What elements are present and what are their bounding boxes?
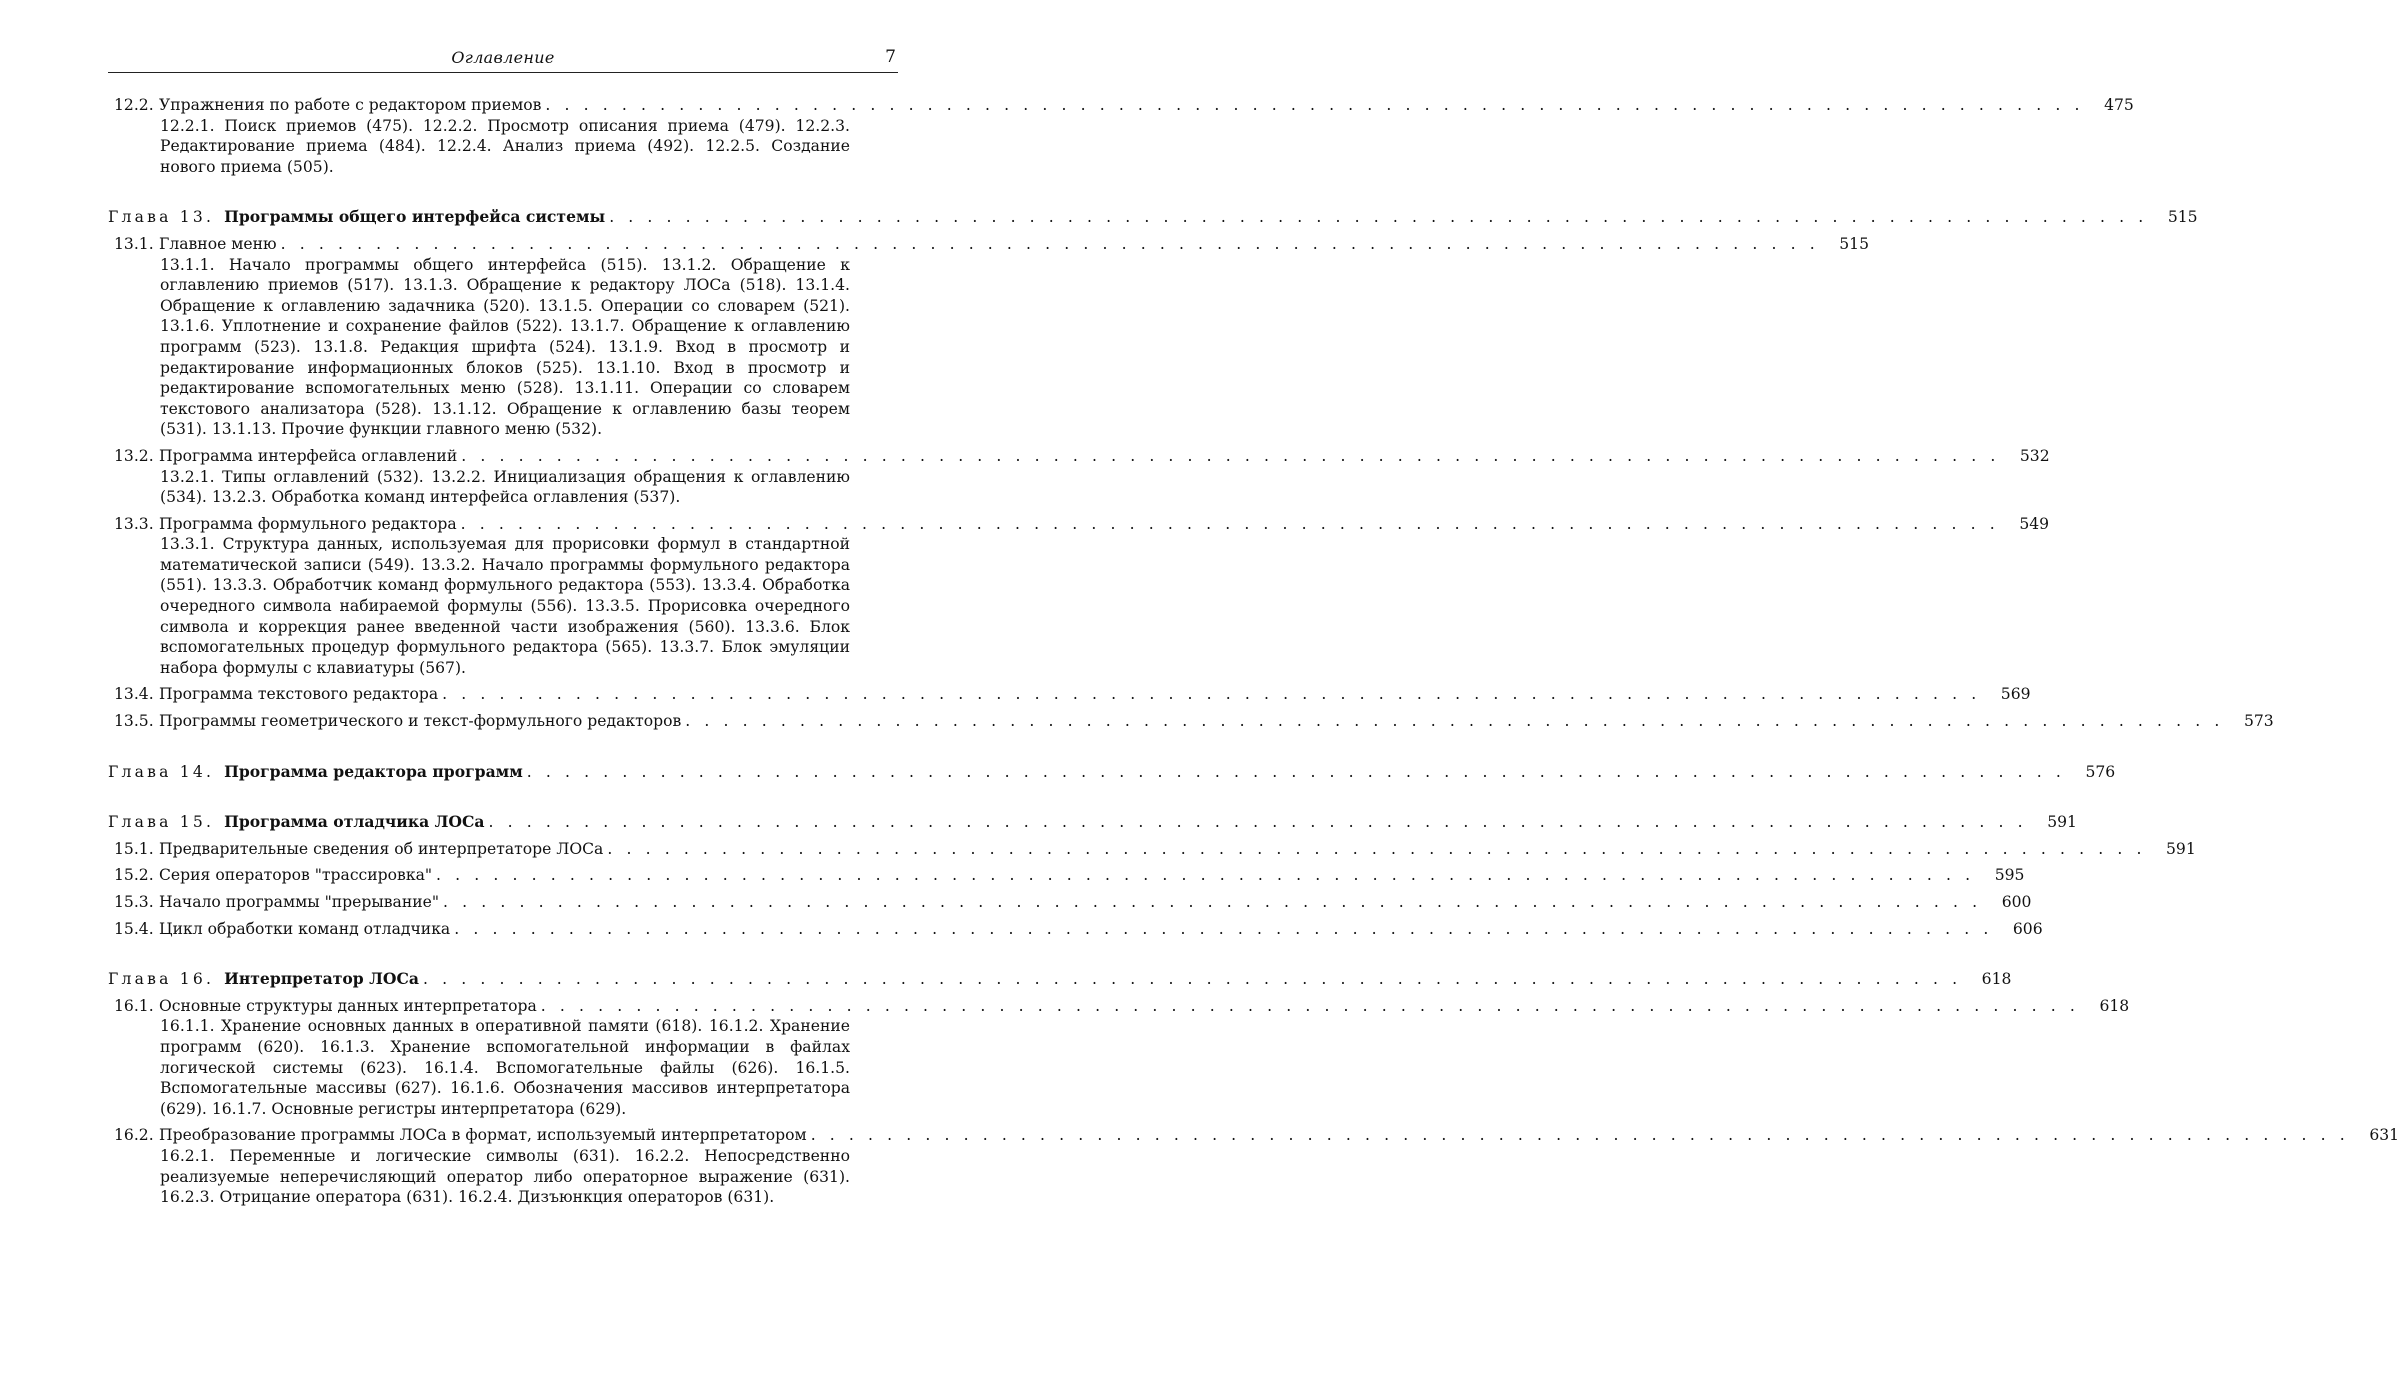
toc-section[interactable]	[108, 446, 2050, 467]
toc-chapter[interactable]	[108, 969, 2012, 990]
section-title: Цикл обработки команд отладчика	[159, 919, 451, 938]
leader-dots: . . . . . . . . . . . . . . . . . . . . . . . . . . . . . . . . . . . . . . . . . . . . . . . . . . . . . . . . . . . . . . . . . . . . . . . . . . . . . . . . .	[685, 712, 2224, 731]
toc-section[interactable]	[108, 234, 1870, 255]
leader-dots: . . . . . . . . . . . . . . . . . . . . . . . . . . . . . . . . . . . . . . . . . . . . . . . . . . . . . . . . . . . . . . . . . . . . . . . . . . . . . . . . .	[280, 234, 1820, 253]
section-number: 15.2.	[114, 866, 154, 885]
subsection-list: 13.1.1. Начало программы общего интерфейса (515). 13.1.2. Обращение к оглавлению приемов (517). 13.1.3. Обращение к редактору ЛОСа (518). 13.1.4. Обращение к оглавлению задачника (520). 13.1.5. Операции со словарем (521). 13.1.6. Уплотнение и сохранение файлов (522). 13.1.7. Обращение к оглавлению программ (523). 13.1.8. Редакция шрифта (524). 13.1.9. Вход в просмотр и редактирование информационных блоков (525). 13.1.10. Вход в просмотр и редактирование вспомогательных меню (528). 13.1.11. Операции со словарем текстового анализатора (528). 13.1.12. Обращение к оглавлению базы теорем (531). 13.1.13. Прочие функции главного меню (532).	[160, 255, 850, 439]
toc-chapter[interactable]	[108, 207, 2198, 228]
section-title: Предварительные сведения об интерпретаторе ЛОСа	[159, 839, 604, 858]
page-ref: 618	[1981, 970, 2012, 989]
section-number: 12.2.	[114, 96, 154, 114]
leader-dots: . . . . . . . . . . . . . . . . . . . . . . . . . . . . . . . . . . . . . . . . . . . . . . . . . . . . . . . . . . . . . . . . . . . . . . . . . . . . . . . . .	[609, 208, 2148, 227]
page-ref: 618	[2099, 996, 2130, 1015]
section-title: Главное меню	[159, 234, 277, 253]
section-title: Программа текстового редактора	[159, 685, 439, 704]
toc-section[interactable]	[108, 865, 2025, 886]
chapter-label: Глава 16.	[108, 970, 215, 989]
toc-section[interactable]	[108, 95, 2134, 116]
section-number: 13.1.	[114, 234, 154, 253]
chapter-label: Глава 15.	[108, 813, 215, 832]
section-number: 13.5.	[114, 712, 154, 731]
leader-dots: . . . . . . . . . . . . . . . . . . . . . . . . . . . . . . . . . . . . . . . . . . . . . . . . . . . . . . . . . . . . . . . . . . . . . . . . . . . . . . . . .	[526, 762, 2066, 781]
header-title: Оглавление	[451, 48, 555, 67]
page-ref: 595	[1994, 866, 2025, 885]
leader-dots: . . . . . . . . . . . . . . . . . . . . . . . . . . . . . . . . . . . . . . . . . . . . . . . . . . . . . . . . . . . . . . . . . . . . . . . . . . . . . . . . .	[545, 96, 2085, 114]
toc-section[interactable]	[108, 996, 2130, 1017]
section-title: Программа формульного редактора	[159, 514, 457, 533]
leader-dots: . . . . . . . . . . . . . . . . . . . . . . . . . . . . . . . . . . . . . . . . . . . . . . . . . . . . . . . . . . . . . . . . . . . . . . . . . . . . . . . . .	[607, 839, 2147, 858]
toc-section[interactable]	[108, 1125, 2399, 1146]
toc-section[interactable]	[108, 892, 2032, 913]
leader-dots: . . . . . . . . . . . . . . . . . . . . . . . . . . . . . . . . . . . . . . . . . . . . . . . . . . . . . . . . . . . . . . . . . . . . . . . . . . . . . . . . .	[460, 514, 2000, 533]
chapter-title: Программа редактора программ	[224, 761, 523, 781]
section-number: 16.1.	[114, 996, 154, 1015]
page-ref: 600	[2001, 893, 2032, 911]
subsection-list: 12.2.1. Поиск приемов (475). 12.2.2. Просмотр описания приема (479). 12.2.3. Редактирование приема (484). 12.2.4. Анализ приема (492). 12.2.5. Создание нового приема (505).	[160, 116, 850, 176]
toc-chapter[interactable]	[108, 761, 2116, 783]
section-title: Серия операторов "трассировка"	[159, 866, 433, 885]
page-ref: 606	[2012, 919, 2043, 938]
section-number: 13.3.	[114, 514, 154, 533]
section-title: Начало программы "прерывание"	[159, 893, 440, 911]
leader-dots: . . . . . . . . . . . . . . . . . . . . . . . . . . . . . . . . . . . . . . . . . . . . . . . . . . . . . . . . . . . . . . . . . . . . . . . . . . . . . . . . .	[443, 893, 1982, 911]
subsection-list: 16.2.1. Переменные и логические символы (631). 16.2.2. Непосредственно реализуемые неперечисляющий оператор либо операторное выражение (631). 16.2.3. Отрицание оператора (631). 16.2.4. Дизъюнкция операторов (631).	[160, 1146, 850, 1207]
header-page-number: 7	[885, 47, 896, 67]
leader-dots: . . . . . . . . . . . . . . . . . . . . . . . . . . . . . . . . . . . . . . . . . . . . . . . . . . . . . . . . . . . . . . . . . . . . . . . . . . . . . . . . .	[810, 1126, 2350, 1145]
page-ref: 631	[2369, 1126, 2399, 1145]
page-ref: 549	[2019, 514, 2050, 533]
toc-section[interactable]	[108, 839, 2196, 860]
subsection-list: 13.2.1. Типы оглавлений (532). 13.2.2. Инициализация обращения к оглавлению (534). 13.2.3. Обработка команд интерфейса оглавления (537).	[160, 467, 850, 507]
section-number: 13.2.	[114, 446, 154, 465]
page-ref: 591	[2166, 839, 2196, 858]
leader-dots: . . . . . . . . . . . . . . . . . . . . . . . . . . . . . . . . . . . . . . . . . . . . . . . . . . . . . . . . . . . . . . . . . . . . . . . . . . . . . . . . .	[540, 996, 2080, 1015]
section-title: Упражнения по работе с редактором приемов	[159, 96, 542, 114]
table-of-contents	[108, 95, 2399, 1208]
toc-section[interactable]	[108, 514, 2050, 535]
chapter-label: Глава 13.	[108, 208, 215, 227]
toc-chapter[interactable]	[108, 812, 2077, 833]
section-title: Основные структуры данных интерпретатора	[159, 996, 537, 1015]
leader-dots: . . . . . . . . . . . . . . . . . . . . . . . . . . . . . . . . . . . . . . . . . . . . . . . . . . . . . . . . . . . . . . . . . . . . . . . . . . . . . . . . .	[423, 970, 1962, 989]
toc-section[interactable]	[108, 711, 2274, 732]
leader-dots: . . . . . . . . . . . . . . . . . . . . . . . . . . . . . . . . . . . . . . . . . . . . . . . . . . . . . . . . . . . . . . . . . . . . . . . . . . . . . . . . .	[488, 813, 2028, 832]
section-title: Программа интерфейса оглавлений	[159, 446, 458, 465]
page-ref: 576	[2085, 762, 2116, 781]
chapter-title: Программа отладчика ЛОСа	[224, 812, 485, 832]
leader-dots: . . . . . . . . . . . . . . . . . . . . . . . . . . . . . . . . . . . . . . . . . . . . . . . . . . . . . . . . . . . . . . . . . . . . . . . . . . . . . . . . .	[442, 685, 1981, 704]
page-ref: 515	[2167, 208, 2198, 227]
chapter-label: Глава 14.	[108, 762, 215, 781]
page-ref: 515	[1839, 234, 1870, 253]
section-title: Преобразование программы ЛОСа в формат, используемый интерпретатором	[159, 1126, 807, 1145]
leader-dots: . . . . . . . . . . . . . . . . . . . . . . . . . . . . . . . . . . . . . . . . . . . . . . . . . . . . . . . . . . . . . . . . . . . . . . . . . . . . . . . . .	[454, 919, 1993, 938]
section-title: Программы геометрического и текст-формульного редакторов	[159, 712, 682, 731]
section-number: 15.4.	[114, 919, 154, 938]
chapter-title: Программы общего интерфейса системы	[224, 207, 606, 227]
toc-section[interactable]	[108, 684, 2031, 705]
page-ref: 569	[2000, 685, 2031, 704]
subsection-list: 16.1.1. Хранение основных данных в оперативной памяти (618). 16.1.2. Хранение программ (620). 16.1.3. Хранение вспомогательной информации в файлах логической системы (623). 16.1.4. Вспомогательные файлы (626). 16.1.5. Вспомогательные массивы (627). 16.1.6. Обозначения массивов интерпретатора (629). 16.1.7. Основные регистры интерпретатора (629).	[160, 1017, 850, 1118]
running-header	[108, 44, 898, 73]
toc-page	[108, 44, 2399, 1208]
page-ref: 475	[2104, 96, 2134, 114]
subsection-list: 13.3.1. Структура данных, используемая для прорисовки формул в стандартной математической записи (549). 13.3.2. Начало программы формульного редактора (551). 13.3.3. Обработчик команд формульного редактора (553). 13.3.4. Обработка очередного символа набираемой формулы (556). 13.3.5. Прорисовка очередного символа и коррекция ранее введенной части изображения (560). 13.3.6. Блок вспомогательных процедур формульного редактора (565). 13.3.7. Блок эмуляции набора формулы с клавиатуры (567).	[160, 535, 850, 677]
chapter-title: Интерпретатор ЛОСа	[224, 969, 420, 989]
section-number: 16.2.	[114, 1126, 154, 1145]
section-number: 15.3.	[114, 893, 154, 911]
section-number: 15.1.	[114, 839, 154, 858]
page-ref: 573	[2243, 712, 2274, 731]
page-ref: 532	[2019, 446, 2050, 465]
leader-dots: . . . . . . . . . . . . . . . . . . . . . . . . . . . . . . . . . . . . . . . . . . . . . . . . . . . . . . . . . . . . . . . . . . . . . . . . . . . . . . . . .	[461, 446, 2000, 465]
page-ref: 591	[2047, 813, 2077, 832]
section-number: 13.4.	[114, 685, 154, 704]
toc-section[interactable]	[108, 919, 2043, 940]
leader-dots: . . . . . . . . . . . . . . . . . . . . . . . . . . . . . . . . . . . . . . . . . . . . . . . . . . . . . . . . . . . . . . . . . . . . . . . . . . . . . . . . .	[436, 866, 1975, 885]
